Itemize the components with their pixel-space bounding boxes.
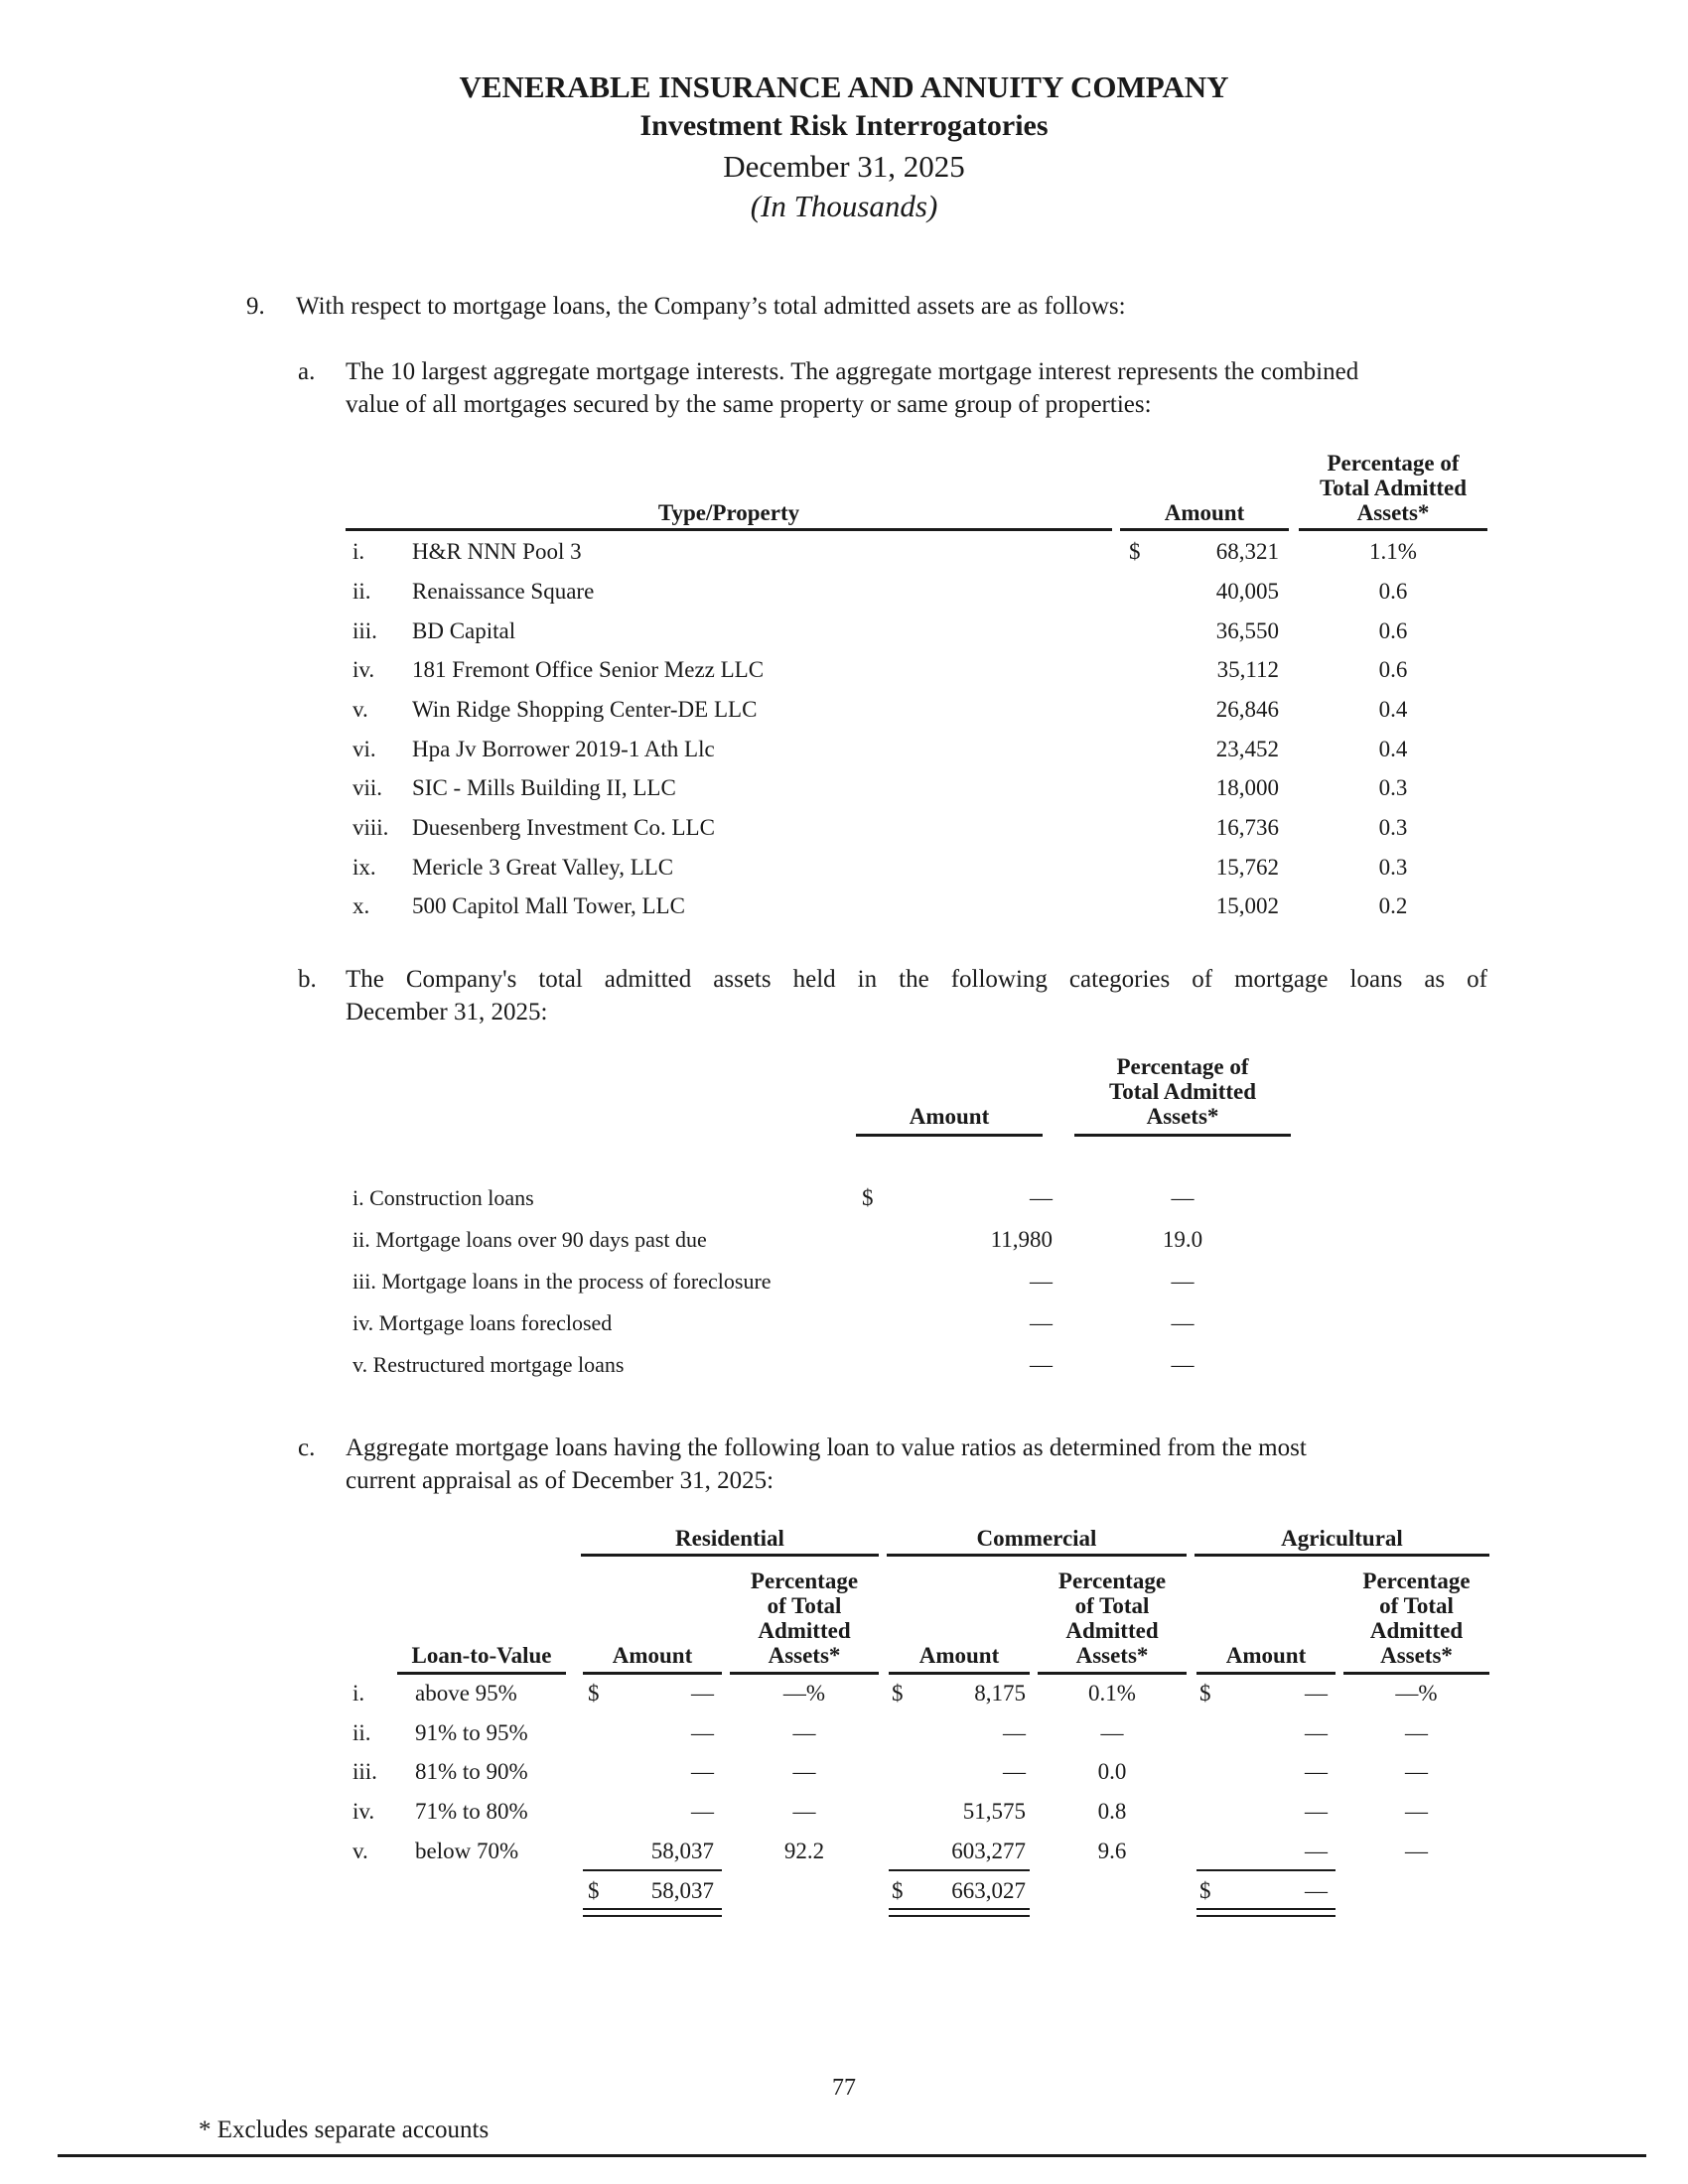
currency-symbol: $ xyxy=(1199,1878,1211,1903)
percent-value: 0.4 xyxy=(1378,737,1408,761)
amount-value: 23,452 xyxy=(1215,737,1279,761)
category-label: iv. Mortgage loans foreclosed xyxy=(352,1310,613,1335)
category-label: iii. Mortgage loans in the process of foreclosure xyxy=(352,1269,772,1294)
header-rule xyxy=(1074,1134,1291,1137)
amount-value: 18,000 xyxy=(1215,775,1279,800)
row-number: vii. xyxy=(352,775,383,800)
com-percent: 0.1% xyxy=(1088,1681,1136,1706)
agr-percent: — xyxy=(1405,1839,1428,1863)
col-res-pct-line1: Percentage xyxy=(750,1569,859,1593)
percent-value: 0.6 xyxy=(1378,579,1408,604)
col-pct-line3: Assets* xyxy=(1146,1104,1219,1129)
res-amount: — xyxy=(691,1799,714,1824)
col-res-pct-line4: Assets* xyxy=(768,1643,841,1668)
total-agricultural: — xyxy=(1305,1878,1328,1903)
agr-amount: — xyxy=(1305,1839,1328,1863)
header-rule xyxy=(1120,528,1289,531)
res-percent: — xyxy=(792,1720,816,1745)
col-com-pct-line4: Assets* xyxy=(1075,1643,1149,1668)
percent-value: — xyxy=(1171,1269,1195,1294)
ltv-label: above 95% xyxy=(415,1681,517,1706)
row-number: v. xyxy=(352,697,368,722)
amount-value: — xyxy=(1030,1352,1053,1377)
col-pct-line1: Percentage of xyxy=(1327,451,1460,476)
section-a-text-line1: The 10 largest aggregate mortgage interests. The aggregate mortgage interest represents the combined xyxy=(346,358,1359,385)
res-percent: 92.2 xyxy=(783,1839,825,1863)
header-rule xyxy=(1343,1672,1489,1675)
res-amount: — xyxy=(691,1720,714,1745)
subtotal-rule xyxy=(889,1869,1030,1871)
currency-symbol: $ xyxy=(1129,539,1141,564)
property-name: Duesenberg Investment Co. LLC xyxy=(412,815,715,840)
group-commercial: Commercial xyxy=(976,1526,1097,1551)
agr-amount: — xyxy=(1305,1720,1328,1745)
group-rule xyxy=(887,1554,1187,1557)
subtotal-rule xyxy=(583,1869,722,1871)
header-rule xyxy=(1196,1672,1336,1675)
col-pct-line3: Assets* xyxy=(1356,500,1430,525)
col-agr-pct-line1: Percentage xyxy=(1362,1569,1471,1593)
percent-value: 0.3 xyxy=(1378,815,1408,840)
section-b-text-line2: December 31, 2025: xyxy=(346,999,548,1025)
property-name: H&R NNN Pool 3 xyxy=(412,539,582,564)
percent-value: — xyxy=(1171,1310,1195,1335)
group-residential: Residential xyxy=(675,1526,784,1551)
subtotal-rule xyxy=(1196,1869,1336,1871)
row-number: i. xyxy=(352,1681,365,1706)
percent-value: 0.6 xyxy=(1378,618,1408,643)
table-row xyxy=(352,1719,1494,1749)
col-res-pct-line3: Admitted xyxy=(758,1618,851,1643)
report-subtitle: Investment Risk Interrogatories xyxy=(639,109,1049,142)
agr-amount: — xyxy=(1305,1681,1328,1706)
group-rule xyxy=(581,1554,879,1557)
percent-value: 0.2 xyxy=(1378,893,1408,918)
section-b-text-line1: The Company's total admitted assets held in the following categories of mortgage loans as of xyxy=(346,966,1487,993)
agr-amount: — xyxy=(1305,1799,1328,1824)
row-number: iv. xyxy=(352,1799,375,1824)
row-number: iv. xyxy=(352,657,375,682)
property-name: SIC - Mills Building II, LLC xyxy=(412,775,676,800)
group-rule xyxy=(1195,1554,1489,1557)
category-label: i. Construction loans xyxy=(352,1185,534,1210)
table-row xyxy=(352,1838,1494,1867)
header-rule xyxy=(583,1672,722,1675)
amount-value: — xyxy=(1030,1269,1053,1294)
currency-symbol: $ xyxy=(588,1681,600,1706)
com-amount: 603,277 xyxy=(951,1839,1026,1863)
col-com-pct-line3: Admitted xyxy=(1065,1618,1159,1643)
col-pct-line2: Total Admitted xyxy=(1108,1079,1257,1104)
header-rule xyxy=(346,528,1112,531)
col-amount: Amount xyxy=(1164,500,1245,525)
percent-value: 0.3 xyxy=(1378,855,1408,880)
col-com-pct-line2: of Total xyxy=(1074,1593,1150,1618)
ltv-label: below 70% xyxy=(415,1839,519,1863)
amount-value: 15,762 xyxy=(1215,855,1279,880)
total-commercial: 663,027 xyxy=(951,1878,1026,1903)
col-res-pct-line2: of Total xyxy=(767,1593,842,1618)
company-name: VENERABLE INSURANCE AND ANNUITY COMPANY xyxy=(459,69,1229,104)
com-percent: — xyxy=(1100,1720,1124,1745)
total-residential: 58,037 xyxy=(650,1878,714,1903)
percent-value: 0.4 xyxy=(1378,697,1408,722)
property-name: Hpa Jv Borrower 2019-1 Ath Llc xyxy=(412,737,715,761)
com-amount: 51,575 xyxy=(962,1799,1026,1824)
section-c-letter: c. xyxy=(298,1434,316,1461)
total-double-rule xyxy=(889,1908,1030,1917)
header-rule xyxy=(1038,1672,1187,1675)
agr-amount: — xyxy=(1305,1759,1328,1784)
col-agr-pct-line2: of Total xyxy=(1379,1593,1454,1618)
agr-percent: —% xyxy=(1395,1681,1438,1706)
section-a-letter: a. xyxy=(298,358,316,385)
row-number: ii. xyxy=(352,579,371,604)
table-row xyxy=(352,1758,1494,1788)
row-number: vi. xyxy=(352,737,376,761)
table-row xyxy=(352,1798,1494,1828)
row-number: x. xyxy=(352,893,370,918)
percent-value: 0.6 xyxy=(1378,657,1408,682)
report-date: December 31, 2025 xyxy=(723,149,965,184)
row-number: iii. xyxy=(352,1759,377,1784)
amount-value: — xyxy=(1030,1310,1053,1335)
com-percent: 0.0 xyxy=(1097,1759,1127,1784)
currency-symbol: $ xyxy=(892,1681,904,1706)
header-rule xyxy=(856,1134,1043,1137)
percent-value: 0.3 xyxy=(1378,775,1408,800)
amount-value: 16,736 xyxy=(1215,815,1279,840)
amount-value: 68,321 xyxy=(1215,539,1279,564)
footnote: * Excludes separate accounts xyxy=(199,2116,490,2143)
agr-percent: — xyxy=(1405,1720,1428,1745)
col-agr-amount: Amount xyxy=(1225,1643,1307,1668)
col-pct-line1: Percentage of xyxy=(1116,1054,1249,1079)
percent-value: — xyxy=(1171,1352,1195,1377)
col-amount: Amount xyxy=(909,1104,990,1129)
col-com-pct-line1: Percentage xyxy=(1057,1569,1167,1593)
ltv-label: 81% to 90% xyxy=(415,1759,528,1784)
currency-symbol: $ xyxy=(862,1185,874,1210)
ltv-label: 71% to 80% xyxy=(415,1799,528,1824)
total-double-rule xyxy=(583,1908,722,1917)
res-percent: —% xyxy=(782,1681,826,1706)
amount-value: 11,980 xyxy=(990,1227,1053,1252)
group-agricultural: Agricultural xyxy=(1281,1526,1403,1551)
row-number: v. xyxy=(352,1839,368,1863)
header-rule xyxy=(889,1672,1030,1675)
table-row xyxy=(352,1680,1494,1709)
currency-symbol: $ xyxy=(892,1878,904,1903)
com-percent: 0.8 xyxy=(1097,1799,1127,1824)
res-amount: 58,037 xyxy=(650,1839,714,1863)
property-name: 181 Fremont Office Senior Mezz LLC xyxy=(412,657,765,682)
com-percent: 9.6 xyxy=(1097,1839,1127,1863)
row-number: i. xyxy=(352,539,365,564)
amount-value: 15,002 xyxy=(1215,893,1279,918)
percent-value: 19.0 xyxy=(1162,1227,1203,1252)
currency-symbol: $ xyxy=(588,1878,600,1903)
agr-percent: — xyxy=(1405,1759,1428,1784)
category-label: ii. Mortgage loans over 90 days past due xyxy=(352,1227,707,1252)
amount-value: — xyxy=(1030,1185,1053,1210)
property-name: 500 Capitol Mall Tower, LLC xyxy=(412,893,685,918)
property-name: BD Capital xyxy=(412,618,516,643)
percent-value: — xyxy=(1171,1185,1195,1210)
com-amount: 8,175 xyxy=(974,1681,1026,1706)
col-loan-to-value: Loan-to-Value xyxy=(411,1643,552,1668)
row-number: ix. xyxy=(352,855,376,880)
amount-value: 36,550 xyxy=(1215,618,1279,643)
section-b-letter: b. xyxy=(298,966,317,993)
currency-symbol: $ xyxy=(1199,1681,1211,1706)
category-label: v. Restructured mortgage loans xyxy=(352,1352,625,1377)
row-number: ii. xyxy=(352,1720,371,1745)
amount-value: 26,846 xyxy=(1215,697,1279,722)
res-percent: — xyxy=(792,1759,816,1784)
col-agr-pct-line3: Admitted xyxy=(1369,1618,1464,1643)
amount-value: 35,112 xyxy=(1216,657,1279,682)
com-amount: — xyxy=(1003,1720,1026,1745)
item-number: 9. xyxy=(246,293,265,320)
col-agr-pct-line4: Assets* xyxy=(1380,1643,1453,1668)
row-number: viii. xyxy=(352,815,389,840)
total-double-rule xyxy=(1196,1908,1336,1917)
col-com-amount: Amount xyxy=(918,1643,1000,1668)
section-c-text-line1: Aggregate mortgage loans having the following loan to value ratios as determined from the most xyxy=(346,1434,1307,1461)
amount-value: 40,005 xyxy=(1215,579,1279,604)
percent-value: 1.1% xyxy=(1369,539,1417,564)
agr-percent: — xyxy=(1405,1799,1428,1824)
property-name: Win Ridge Shopping Center-DE LLC xyxy=(412,697,758,722)
page-number: 77 xyxy=(832,2075,856,2101)
col-res-amount: Amount xyxy=(612,1643,693,1668)
property-name: Renaissance Square xyxy=(412,579,595,604)
section-c-text-line2: current appraisal as of December 31, 2025: xyxy=(346,1467,774,1494)
property-name: Mericle 3 Great Valley, LLC xyxy=(412,855,674,880)
res-amount: — xyxy=(691,1681,714,1706)
com-amount: — xyxy=(1003,1759,1026,1784)
header-rule xyxy=(397,1672,566,1675)
report-units: (In Thousands) xyxy=(750,189,938,223)
section-a-text-line2: value of all mortgages secured by the same property or same group of properties: xyxy=(346,391,1152,418)
res-amount: — xyxy=(691,1759,714,1784)
col-type-property: Type/Property xyxy=(657,500,800,525)
footer-rule xyxy=(58,2154,1646,2157)
row-number: iii. xyxy=(352,618,377,643)
col-pct-line2: Total Admitted xyxy=(1319,476,1468,500)
ltv-label: 91% to 95% xyxy=(415,1720,528,1745)
header-rule xyxy=(730,1672,879,1675)
item-text: With respect to mortgage loans, the Company’s total admitted assets are as follows: xyxy=(296,293,1126,320)
header-rule xyxy=(1299,528,1487,531)
res-percent: — xyxy=(792,1799,816,1824)
